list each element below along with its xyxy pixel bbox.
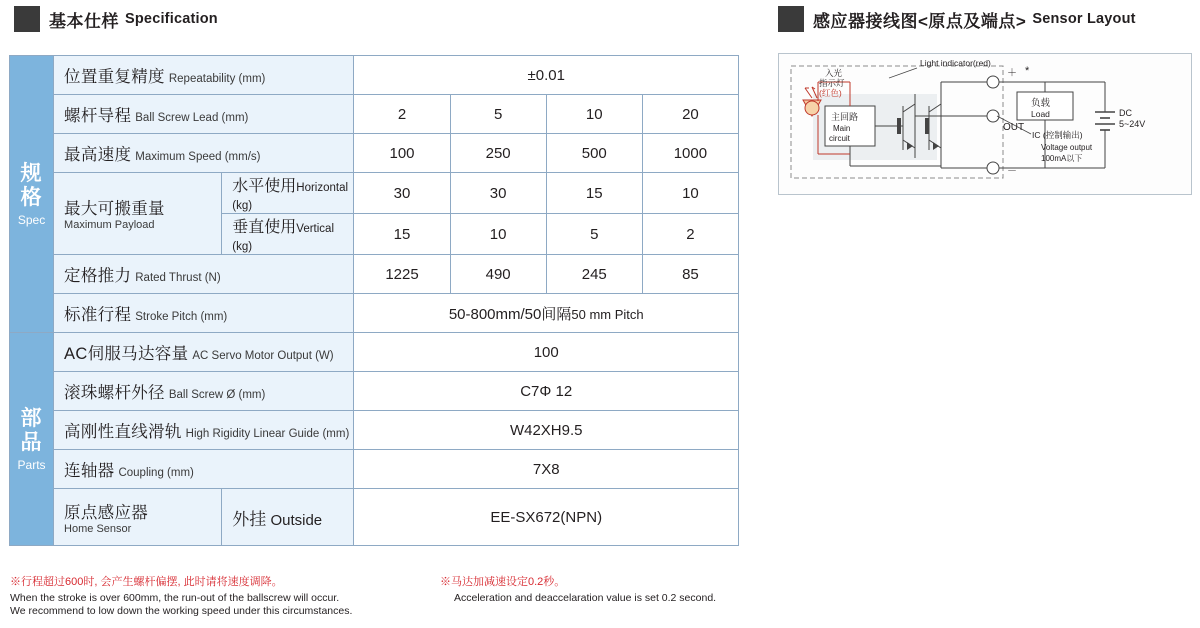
value-repeatability: ±0.01 <box>354 56 739 95</box>
value-speed-1: 100 <box>354 134 450 173</box>
value-lead-2: 5 <box>450 95 546 134</box>
table-row <box>10 450 739 489</box>
load-cn: 负载 <box>1031 98 1051 109</box>
label-cn: 外挂 <box>232 509 267 529</box>
side-label-parts-cn: 部品 <box>20 406 43 454</box>
value-ball-screw: C7Φ 12 <box>354 372 739 411</box>
specification-table <box>9 55 739 546</box>
label-en: Stroke Pitch (mm) <box>135 311 228 323</box>
light-cn2: 指示灯 <box>819 78 845 88</box>
value-vertical-1: 15 <box>354 214 450 255</box>
voltage-output-cn: 100mA以下 <box>1041 154 1083 163</box>
sub-label-vertical <box>222 214 354 255</box>
value-horizontal-3: 15 <box>546 173 642 214</box>
terminal-plus-label: ＋ <box>1007 68 1017 79</box>
sensor-layout-diagram <box>778 53 1192 195</box>
section-bar-icon <box>14 6 40 32</box>
label-cn: 最高速度 <box>64 146 132 164</box>
main-circuit-en1: Main <box>833 124 851 133</box>
dc-label: DC <box>1119 108 1132 118</box>
side-label-parts-en: Parts <box>17 457 46 472</box>
terminal-minus-label: － <box>1007 166 1017 177</box>
out-label: OUT <box>1003 122 1025 133</box>
voltage-output-en: Voltage output <box>1041 143 1093 152</box>
value-horizontal-2: 30 <box>450 173 546 214</box>
side-label-spec <box>10 56 54 333</box>
value-small: 50 mm Pitch <box>571 306 644 322</box>
note-left-cn: ※行程超过600时, 会产生螺杆偏摆, 此时请将速度调降。 <box>10 576 283 588</box>
value-speed-2: 250 <box>450 134 546 173</box>
value-stroke-pitch <box>354 294 739 333</box>
row-label-linear-guide <box>54 411 354 450</box>
row-label-stroke-pitch <box>54 294 354 333</box>
label-cn: 最大可搬重量 <box>64 200 165 218</box>
value-main: 50-800mm/50间隔 <box>448 305 572 323</box>
spec-section-title-en: Specification <box>125 11 218 27</box>
label-en: Repeatability (mm) <box>168 73 266 85</box>
label-cn: 水平使用 <box>232 178 297 195</box>
note-left-en2: We recommend to low down the working speed under this circumstances. <box>10 605 353 617</box>
label-cn: 连轴器 <box>64 462 115 480</box>
label-cn: 滚珠螺杆外径 <box>64 384 165 402</box>
row-label-ball-screw-lead <box>54 95 354 134</box>
label-en: Coupling (mm) <box>118 467 194 479</box>
note-left <box>10 576 430 619</box>
table-row <box>10 411 739 450</box>
sensor-section-header <box>778 6 1136 32</box>
row-label-max-speed <box>54 134 354 173</box>
light-cn1: 入光 <box>825 68 843 78</box>
label-en: Ball Screw Lead (mm) <box>135 112 249 124</box>
label-cn: 原点感应器 <box>64 503 149 522</box>
label-cn: 垂直使用 <box>232 219 297 236</box>
value-vertical-4: 2 <box>642 214 738 255</box>
sensor-section-title-en: Sensor Layout <box>1032 11 1136 27</box>
table-row <box>10 489 739 546</box>
sub-label-horizontal <box>222 173 354 214</box>
label-en: Maximum Payload <box>64 219 155 231</box>
light-cn3: (红色) <box>819 88 842 98</box>
value-coupling: 7X8 <box>354 450 739 489</box>
value-speed-4: 1000 <box>642 134 738 173</box>
label-cn: 高刚性直线滑轨 <box>64 423 182 441</box>
label-cn: 标准行程 <box>64 306 132 324</box>
light-indicator-label: Light indicator(red) <box>920 58 991 68</box>
label-en: Home Sensor <box>64 522 132 535</box>
table-row <box>10 95 739 134</box>
terminal-plus <box>987 76 999 88</box>
table-row <box>10 173 739 214</box>
label-cn: AC伺服马达容量 <box>64 345 189 363</box>
table-row <box>10 255 739 294</box>
value-lead-1: 2 <box>354 95 450 134</box>
label-cn: 定格推力 <box>64 267 132 285</box>
row-label-rated-thrust <box>54 255 354 294</box>
row-label-coupling <box>54 450 354 489</box>
value-vertical-3: 5 <box>546 214 642 255</box>
label-en: Vertical (kg) <box>232 223 334 253</box>
table-row <box>10 333 739 372</box>
row-label-ac-servo-motor <box>54 333 354 372</box>
load-en: Load <box>1031 109 1050 119</box>
label-en: Ball Screw Ø (mm) <box>168 389 266 401</box>
label-en: Horizontal (kg) <box>232 182 349 212</box>
leader-line-light <box>889 68 917 78</box>
sensor-section-title-cn: 感应器接线图<原点及端点> <box>813 11 1027 31</box>
value-thrust-2: 490 <box>450 255 546 294</box>
value-horizontal-1: 30 <box>354 173 450 214</box>
row-label-repeatability <box>54 56 354 95</box>
label-en: Outside <box>270 511 323 529</box>
table-row <box>10 134 739 173</box>
asterisk-label: * <box>1025 65 1030 77</box>
row-label-home-sensor <box>54 489 222 546</box>
row-label-max-payload <box>54 173 222 255</box>
value-thrust-3: 245 <box>546 255 642 294</box>
note-right-en: Acceleration and deaccelaration value is set 0.2 second. <box>454 591 717 604</box>
side-label-parts <box>10 333 54 546</box>
value-linear-guide: W42XH9.5 <box>354 411 739 450</box>
table-row <box>10 56 739 95</box>
value-ac-servo-motor: 100 <box>354 333 739 372</box>
row-label-ball-screw <box>54 372 354 411</box>
value-vertical-2: 10 <box>450 214 546 255</box>
value-lead-4: 20 <box>642 95 738 134</box>
sub-label-outside <box>222 489 354 546</box>
value-speed-3: 500 <box>546 134 642 173</box>
label-en: Maximum Speed (mm/s) <box>135 151 261 163</box>
table-row <box>10 372 739 411</box>
label-en: AC Servo Motor Output (W) <box>192 350 334 362</box>
side-label-spec-en: Spec <box>17 212 46 227</box>
terminal-minus <box>987 162 999 174</box>
note-left-en1: When the stroke is over 600mm, the run-out of the ballscrew will occur. <box>10 591 340 604</box>
value-lead-3: 10 <box>546 95 642 134</box>
spec-section-title-cn: 基本仕样 <box>49 11 119 31</box>
label-en: High Rigidity Linear Guide (mm) <box>185 428 350 440</box>
main-circuit-cn: 主回路 <box>831 112 859 122</box>
label-cn: 螺杆导程 <box>64 107 132 125</box>
dc-value: 5~24V <box>1119 119 1146 129</box>
label-cn: 位置重复精度 <box>64 68 165 86</box>
note-right <box>440 576 770 605</box>
side-label-spec-cn: 规格 <box>20 161 43 209</box>
section-bar-icon <box>778 6 804 32</box>
spec-section-header <box>14 6 218 32</box>
main-circuit-en2: circuit <box>829 134 850 143</box>
sensor-diagram-svg <box>779 54 1191 194</box>
label-en: Rated Thrust (N) <box>135 272 221 284</box>
ic-label: IC (控制输出) <box>1032 130 1083 140</box>
note-right-cn: ※马达加减速设定0.2秒。 <box>440 576 566 588</box>
value-thrust-4: 85 <box>642 255 738 294</box>
value-horizontal-4: 10 <box>642 173 738 214</box>
table-row <box>10 294 739 333</box>
value-thrust-1: 1225 <box>354 255 450 294</box>
value-home-sensor: EE-SX672(NPN) <box>354 489 739 546</box>
